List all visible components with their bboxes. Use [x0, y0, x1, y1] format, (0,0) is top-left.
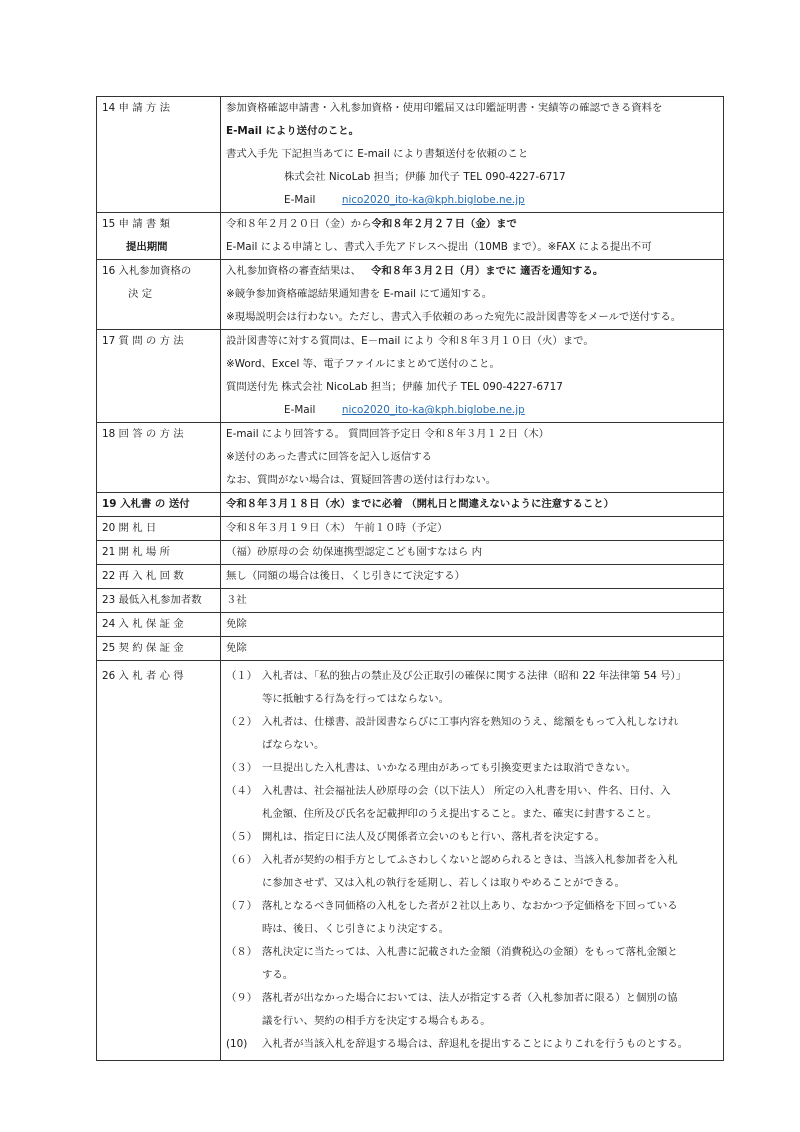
text: 令和８年３月１８日（水）までに必着 （開札日と間違えないように注意すること）	[226, 498, 615, 510]
table-row	[97, 565, 724, 589]
text: （４）	[226, 785, 258, 797]
email-link[interactable]: nico2020_ito-ka@kph.biglobe.ne.jp	[341, 404, 525, 416]
table-row	[97, 423, 724, 493]
item-5	[226, 826, 718, 849]
row-content	[221, 493, 724, 517]
row-content	[221, 565, 724, 589]
text: （６）	[226, 854, 258, 866]
text: 入札者が契約の相手方としてふさわしくないと認められるときは、当該入札参加者を入札	[262, 854, 678, 866]
text: 令和８年２月２７日（金）まで	[371, 218, 517, 230]
text: 落札となるべき同価格の入札をした者が２社以上あり、なおかつ予定価格を下回っている	[262, 900, 678, 912]
text: （７）	[226, 900, 258, 912]
row-content	[221, 330, 724, 423]
text: 一旦提出した入札書は、いかなる理由があっても引換変更または取消できない。	[262, 762, 636, 774]
table-row	[97, 661, 724, 1061]
text: に参加させず、又は入札の執行を延期し、若しくは取りやめることができる。	[262, 877, 625, 889]
row-content	[221, 260, 724, 330]
text: ※現場説明会は行わない。ただし、書式入手依頼のあった宛先に設計図書等をメールで送付する。	[226, 311, 682, 323]
text: 18 回 答 の 方 法	[102, 428, 184, 440]
text: （３）	[226, 762, 258, 774]
row-content	[221, 517, 724, 541]
text: 入札者は、「私的独占の禁止及び公正取引の確保に関する法律（昭和 22 年法律第 54 号）」	[262, 670, 687, 682]
row-content	[221, 613, 724, 637]
text: E-Mail による申請とし、書式入手先アドレスへ提出（10MB まで）。※FAX による提出不可	[226, 241, 652, 253]
row-content	[221, 97, 724, 213]
text: E-Mail	[284, 194, 316, 206]
text: （１）	[226, 670, 258, 682]
text: 開札は、指定日に法人及び関係者立会いのもと行い、落札者を決定する。	[262, 831, 605, 843]
text: 入札者は、仕様書、設計図書ならびに工事内容を熟知のうえ、総額をもって入札しなけれ	[262, 716, 679, 728]
item-6	[226, 849, 718, 895]
text: 落札決定に当たっては、入札書に記載された金額（消費税込の金額）をもって落札金額と	[262, 946, 678, 958]
item-10	[226, 1033, 718, 1056]
text: ３社	[226, 594, 247, 606]
row-label	[97, 637, 221, 661]
row-label	[97, 213, 221, 260]
text: 議を行い、契約の相手方を決定する場合もある。	[262, 1015, 491, 1027]
item-7	[226, 895, 718, 941]
row-label	[97, 330, 221, 423]
table-row	[97, 541, 724, 565]
text: ばならない。	[262, 739, 325, 751]
text: なお、質問がない場合は、質疑回答書の送付は行わない。	[226, 474, 497, 486]
text: 免除	[226, 618, 247, 630]
item-4	[226, 780, 718, 826]
text: （５）	[226, 831, 258, 843]
table-row	[97, 637, 724, 661]
row-content	[221, 423, 724, 493]
row-label	[97, 661, 221, 1061]
table-row	[97, 589, 724, 613]
text: 17 質 問 の 方 法	[102, 335, 184, 347]
text: 25 契 約 保 証 金	[102, 642, 184, 654]
table-row	[97, 517, 724, 541]
text: 設計図書等に対する質問は、E－mail により 令和８年３月１０日（火）まで。	[226, 335, 594, 347]
text: 19 入札書 の 送付	[102, 498, 190, 510]
text: する。	[262, 969, 294, 981]
text: 等に抵触する行為を行ってはならない。	[262, 693, 450, 705]
text: 提出期間	[126, 241, 168, 253]
table-row	[97, 613, 724, 637]
row-label	[97, 517, 221, 541]
row-label	[97, 541, 221, 565]
text: （福）砂原母の会 幼保連携型認定こども園すなはら 内	[226, 546, 482, 558]
text: 免除	[226, 642, 247, 654]
table-row	[97, 97, 724, 213]
table-row	[97, 260, 724, 330]
row-label	[97, 260, 221, 330]
text: ※Word、Excel 等、電子ファイルにまとめて送付のこと。	[226, 358, 500, 370]
row-label	[97, 613, 221, 637]
text: （２）	[226, 716, 258, 728]
text: 14 申 請 方 法	[102, 102, 170, 114]
row-label	[97, 493, 221, 517]
text: 書式入手先 下記担当あてに E-mail により書類送付を依頼のこと	[226, 148, 529, 160]
text: 入札者が当該入札を辞退する場合は、辞退札を提出することによりこれを行うものとする。	[262, 1038, 689, 1050]
text: （８）	[226, 946, 258, 958]
item-1	[226, 665, 718, 711]
text: 15 申 請 書 類	[102, 218, 170, 230]
text: 落札者が出なかった場合においては、法人が指定する者（入札参加者に限る）と個別の協	[262, 992, 678, 1004]
text: 令和８年３月２日（月）までに 適否を通知する。	[371, 265, 604, 277]
text: E-Mail により送付のこと。	[226, 125, 360, 137]
row-content	[221, 589, 724, 613]
text: 質問送付先 株式会社 NicoLab 担当；伊藤 加代子 TEL 090-4227-6717	[226, 381, 563, 393]
table-row	[97, 493, 724, 517]
item-9	[226, 987, 718, 1033]
text: （９）	[226, 992, 258, 1004]
text: 時は、後日、くじ引きにより決定する。	[262, 923, 450, 935]
text: 22 再 入 札 回 数	[102, 570, 184, 582]
text: 23 最低入札参加者数	[102, 594, 202, 606]
text: 決 定	[128, 288, 153, 300]
text: 26 入 札 者 心 得	[102, 670, 184, 682]
text: 株式会社 NicoLab 担当；伊藤 加代子 TEL 090-4227-6717	[284, 171, 566, 183]
text: 20 開 札 日	[102, 522, 157, 534]
table-row	[97, 330, 724, 423]
row-label	[97, 423, 221, 493]
text: E-Mail	[284, 404, 316, 416]
email-link[interactable]: nico2020_ito-ka@kph.biglobe.ne.jp	[341, 194, 525, 206]
text: 入札書は、社会福祉法人砂原母の会（以下法人） 所定の入札書を用い、件名、日付、入	[262, 785, 671, 797]
text: 令和８年３月１９日（木） 午前１０時（予定）	[226, 522, 448, 534]
text: 16 入札参加資格の	[102, 265, 192, 277]
row-content	[221, 213, 724, 260]
row-content	[221, 661, 724, 1061]
text: 24 入 札 保 証 金	[102, 618, 184, 630]
item-2	[226, 711, 718, 757]
text: 21 開 札 場 所	[102, 546, 170, 558]
text: 令和８年２月２０日（金）から	[226, 218, 372, 230]
bidding-info-table	[96, 96, 724, 1061]
text: 参加資格確認申請書・入札参加資格・使用印鑑届又は印鑑証明書・実績等の確認できる資料を	[226, 102, 663, 114]
row-label	[97, 565, 221, 589]
row-label	[97, 97, 221, 213]
row-label	[97, 589, 221, 613]
text: ※送付のあった書式に回答を記入し返信する	[226, 451, 433, 463]
row-content	[221, 637, 724, 661]
text: 入札参加資格の審査結果は、	[226, 265, 362, 277]
item-3	[226, 757, 718, 780]
text: E-mail により回答する。 質問回答予定日 令和８年３月１２日（木）	[226, 428, 550, 440]
row-content	[221, 541, 724, 565]
text: ※競争参加資格確認結果通知書を E-mail にて通知する。	[226, 288, 493, 300]
text: 無し（同額の場合は後日、くじ引きにて決定する）	[226, 570, 465, 582]
table-row	[97, 213, 724, 260]
text: (10)	[226, 1038, 248, 1050]
item-8	[226, 941, 718, 987]
text: 札金額、住所及び氏名を記載押印のうえ提出すること。また、確実に封書すること。	[262, 808, 657, 820]
